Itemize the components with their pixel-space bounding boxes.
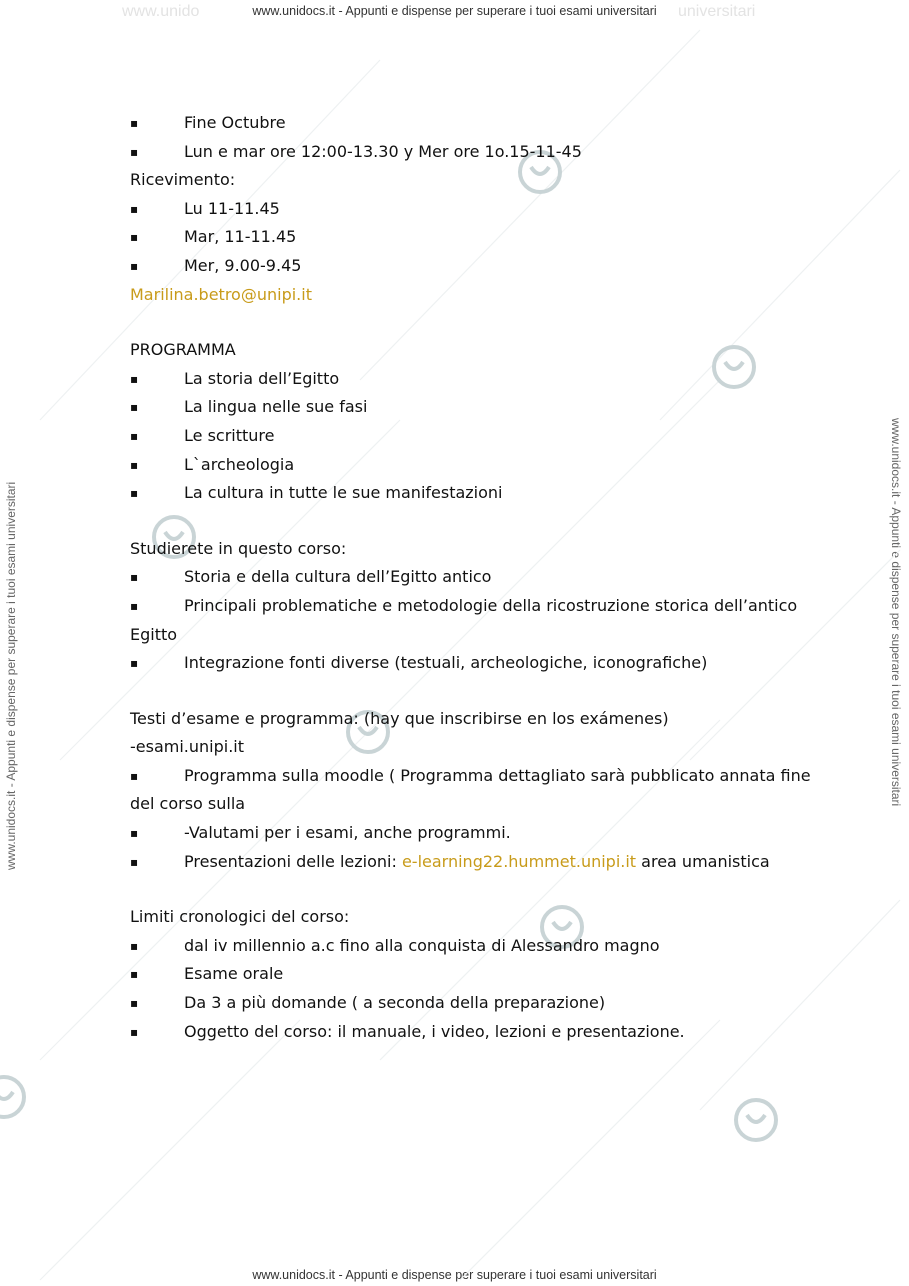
list-item-continuation: Egitto bbox=[130, 624, 178, 644]
watermark-side-right: www.unidocs.it - Appunti e dispense per superare i tuoi esami universitari bbox=[889, 418, 903, 807]
list-item: ▪ Storia e della cultura dell’Egitto antico bbox=[130, 563, 820, 592]
ricevimento-heading: Ricevimento: bbox=[130, 170, 236, 190]
bullet-icon: ▪ bbox=[130, 598, 139, 613]
watermark-faint-right: universitari bbox=[678, 3, 756, 20]
document-body bbox=[130, 109, 820, 1046]
bullet-icon: ▪ bbox=[130, 486, 139, 501]
list-item: ▪ Le scritture bbox=[130, 422, 820, 451]
list-item: ▪ Esame orale bbox=[130, 960, 820, 989]
watermark-header: www.unidocs.it - Appunti e dispense per superare i tuoi esami universitari bbox=[252, 4, 657, 18]
bullet-icon: ▪ bbox=[130, 201, 139, 216]
list-item: ▪ Da 3 a più domande ( a seconda della preparazione) bbox=[130, 989, 820, 1018]
logo-mark-icon bbox=[0, 1077, 24, 1117]
watermark-side-left: www.unidocs.it - Appunti e dispense per superare i tuoi esami universitari bbox=[4, 481, 18, 870]
list-item: ▪ dal iv millennio a.c fino alla conquista di Alessandro magno bbox=[130, 932, 820, 961]
bullet-icon: ▪ bbox=[130, 400, 139, 415]
bullet-icon: ▪ bbox=[130, 967, 139, 982]
list-item: ▪ -Valutami per i esami, anche programmi. bbox=[130, 819, 820, 848]
list-item: ▪ La lingua nelle sue fasi bbox=[130, 393, 820, 422]
list-item: ▪ La cultura in tutte le sue manifestazioni bbox=[130, 479, 820, 508]
bullet-icon: ▪ bbox=[130, 854, 139, 869]
list-item: ▪ Mer, 9.00-9.45 bbox=[130, 252, 820, 281]
bullet-icon: ▪ bbox=[130, 1024, 139, 1039]
list-item: ▪ Fine Octubre bbox=[130, 109, 820, 138]
list-item-continuation: del corso sulla bbox=[130, 794, 246, 814]
bullet-icon: ▪ bbox=[130, 457, 139, 472]
email-link[interactable]: Marilina.betro@unipi.it bbox=[130, 284, 312, 304]
bullet-icon: ▪ bbox=[130, 258, 139, 273]
list-item: ▪ Presentazioni delle lezioni: e-learning22.hummet.unipi.it area umanistica bbox=[130, 848, 820, 877]
watermark-faint-left: www.unido bbox=[122, 3, 200, 20]
testi-heading: Testi d’esame e programma: (hay que inscribirse en los exámenes) bbox=[130, 708, 669, 728]
bullet-icon: ▪ bbox=[130, 428, 139, 443]
bullet-icon: ▪ bbox=[130, 371, 139, 386]
bullet-icon: ▪ bbox=[130, 144, 139, 159]
list-item: ▪ Programma sulla moodle ( Programma dettagliato sarà pubblicato annata fine bbox=[130, 762, 820, 791]
elearning-link[interactable]: e-learning22.hummet.unipi.it bbox=[401, 851, 637, 871]
list-item: ▪ Lu 11-11.45 bbox=[130, 195, 820, 224]
bullet-icon: ▪ bbox=[130, 116, 139, 130]
bullet-icon: ▪ bbox=[130, 768, 139, 783]
limiti-heading: Limiti cronologici del corso: bbox=[130, 907, 350, 927]
bullet-icon: ▪ bbox=[130, 938, 139, 953]
list-item: ▪ Mar, 11-11.45 bbox=[130, 223, 820, 252]
list-item: ▪ Oggetto del corso: il manuale, i video, lezioni e presentazione. bbox=[130, 1018, 820, 1047]
watermark-footer: www.unidocs.it - Appunti e dispense per superare i tuoi esami universitari bbox=[252, 1268, 657, 1282]
list-item: ▪ La storia dell’Egitto bbox=[130, 365, 820, 394]
list-item: ▪ L`archeologia bbox=[130, 451, 820, 480]
logo-mark-icon bbox=[736, 1100, 776, 1140]
programma-heading: PROGRAMMA bbox=[130, 340, 236, 360]
bullet-icon: ▪ bbox=[130, 996, 139, 1011]
bullet-icon: ▪ bbox=[130, 570, 139, 585]
list-item: ▪ Principali problematiche e metodologie della ricostruzione storica dell’antico bbox=[130, 592, 820, 621]
list-item: ▪ Lun e mar ore 12:00-13.30 y Mer ore 1o.15-11-45 bbox=[130, 138, 820, 167]
list-item: ▪ Integrazione fonti diverse (testuali, archeologiche, iconografiche) bbox=[130, 649, 820, 678]
studierete-heading: Studierete in questo corso: bbox=[130, 538, 347, 558]
testi-subheading: -esami.unipi.it bbox=[130, 737, 245, 757]
bullet-icon: ▪ bbox=[130, 230, 139, 245]
bullet-icon: ▪ bbox=[130, 656, 139, 671]
bullet-icon: ▪ bbox=[130, 826, 139, 841]
